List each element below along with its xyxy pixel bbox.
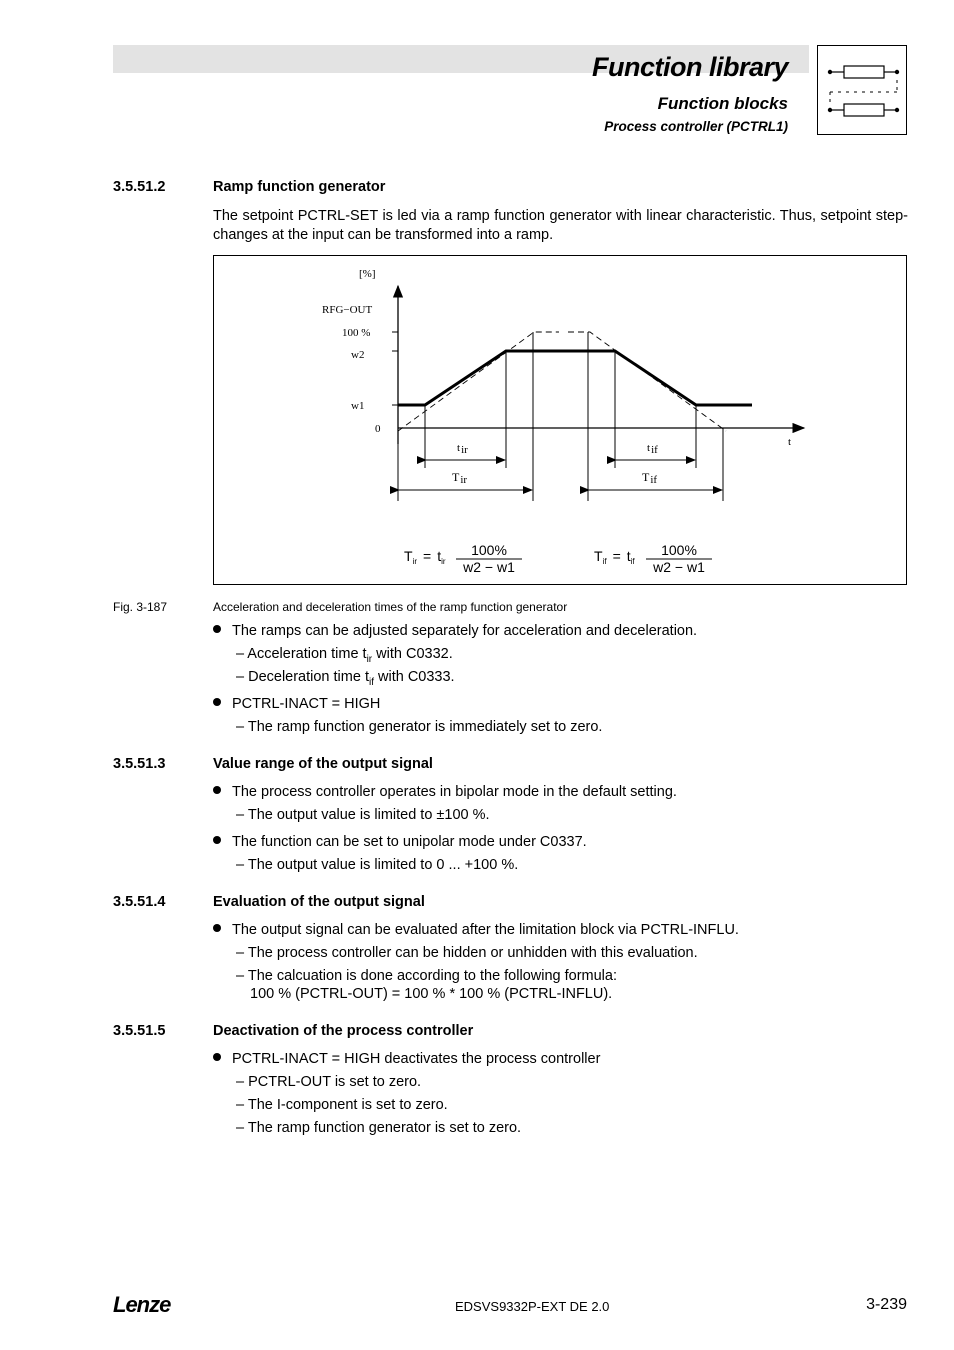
list-item: The ramps can be adjusted separately for acceleration and deceleration.	[213, 622, 697, 641]
svg-text:w2 − w1: w2 − w1	[463, 559, 515, 575]
dashed-ramp-down	[568, 332, 726, 431]
tif-label: tif	[647, 442, 658, 456]
list-subitem: – The process controller can be hidden or unhidden with this evaluation.	[236, 945, 698, 961]
section-number: 3.5.51.3	[113, 756, 166, 772]
w2-label: w2	[351, 349, 365, 361]
list-subitem: – Acceleration time $t_{ir}$ with C0332.	[236, 646, 453, 665]
y100-label: 100 %	[342, 327, 371, 339]
section-title: Ramp function generator	[213, 179, 386, 195]
list-item: PCTRL-INACT = HIGH	[213, 695, 380, 714]
svg-text:Tir=tir: $T_{ir} = t_{ir}$	[404, 548, 446, 566]
list-subitem: – The output value is limited to 0 ... +100 %.	[236, 857, 519, 873]
unit-label: [%]	[359, 268, 376, 280]
list-item: PCTRL-INACT = HIGH deactivates the process controller	[213, 1050, 600, 1069]
rfg-output-curve	[398, 351, 752, 405]
section-title: Value range of the output signal	[213, 756, 433, 772]
figure-number: Fig. 3-187	[113, 600, 168, 614]
svg-text:Tif=tif: $T_{if} = t_{if}$	[594, 548, 635, 566]
figure-caption: Acceleration and deceleration times of the ramp function generator	[213, 600, 568, 614]
page-subsubtitle: Process controller (PCTRL1)	[604, 119, 788, 134]
formula-line: 100 % (PCTRL-OUT) = 100 % * 100 % (PCTRL-INFLU).	[250, 986, 613, 1002]
list-subitem: – PCTRL-OUT is set to zero.	[236, 1074, 422, 1090]
section-number: 3.5.51.5	[113, 1023, 166, 1039]
formula-tir	[404, 542, 522, 575]
list-subitem: – The I-component is set to zero.	[236, 1097, 448, 1113]
list-subitem: – The ramp function generator is set to zero.	[236, 1120, 522, 1136]
page-number: 3-239	[866, 1296, 907, 1313]
svg-text:100%: 100%	[661, 542, 697, 558]
page-subtitle: Function blocks	[657, 94, 788, 113]
brand-logo: Lenze	[113, 1292, 171, 1317]
list-subitem: – The output value is limited to ±100 %.	[236, 807, 490, 823]
list-subitem: – Deceleration time $t_{if}$ with C0333.	[236, 669, 455, 688]
list-item: The output signal can be evaluated after the limitation block via PCTRL-INFLU.	[213, 921, 739, 940]
zero-label: 0	[375, 423, 381, 435]
y-axis-label: RFG−OUT	[322, 304, 373, 316]
section-title: Deactivation of the process controller	[213, 1023, 474, 1039]
svg-text:100%: 100%	[471, 542, 507, 558]
t-axis-label: t	[788, 436, 792, 448]
list-item: The process controller operates in bipolar mode in the default setting.	[213, 783, 677, 802]
page-title: Function library	[591, 52, 788, 82]
list-item: The function can be set to unipolar mode under C0337.	[213, 833, 587, 852]
ramp-figure	[213, 255, 907, 585]
Tir-label: Tir	[452, 470, 468, 486]
dashed-ramp-up	[398, 332, 559, 431]
function-block-icon	[817, 45, 907, 135]
section-number: 3.5.51.4	[113, 894, 166, 910]
section-title: Evaluation of the output signal	[213, 894, 425, 910]
section-number: 3.5.51.2	[113, 179, 166, 195]
section-intro: The setpoint PCTRL-SET is led via a ramp function generator with linear characteristic. Thus, setpoint step-changes at the input can be transformed into a ramp.	[213, 208, 908, 243]
list-subitem: – The ramp function generator is immediately set to zero.	[236, 719, 603, 735]
tir-label: tir	[457, 442, 468, 456]
w1-label: w1	[351, 400, 365, 412]
document-id: EDSVS9332P-EXT DE 2.0	[455, 1299, 610, 1314]
list-subitem: – The calcuation is done according to the following formula:	[236, 968, 617, 984]
formula-tif	[594, 542, 712, 575]
Tif-label: Tif	[642, 470, 658, 486]
svg-text:w2 − w1: w2 − w1	[653, 559, 705, 575]
